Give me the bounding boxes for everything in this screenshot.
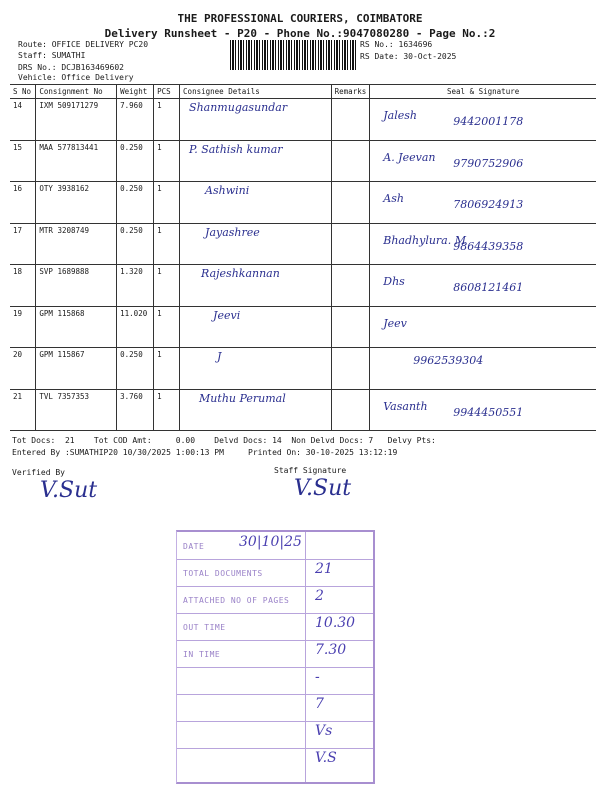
serial-number: 20 (10, 348, 36, 390)
stamp-value: Vs (315, 723, 333, 739)
table-row (10, 99, 596, 141)
weight: 0.250 (117, 140, 154, 182)
phone-handwriting: 9790752906 (453, 156, 524, 170)
pieces: 1 (154, 140, 180, 182)
stamp-row (177, 748, 373, 775)
table-row (10, 182, 596, 224)
table-row (10, 223, 596, 265)
pieces: 1 (154, 389, 180, 431)
consignee-handwriting: Ashwini (205, 184, 250, 197)
weight: 11.020 (117, 306, 154, 348)
col-header: PCS (154, 85, 180, 99)
weight: 0.250 (117, 348, 154, 390)
signature-handwriting: A. Jeevan (383, 150, 436, 164)
phone-handwriting: 9944450551 (453, 405, 524, 419)
pieces: 1 (154, 306, 180, 348)
consignee-details (180, 389, 332, 431)
col-header: Weight (117, 85, 154, 99)
verified-signature: V.Sut (40, 478, 98, 503)
barcode (230, 40, 356, 70)
totals-line: Tot Docs: 21 Tot COD Amt: 0.00 Delvd Docs: 14 Non Delvd Docs: 7 Delvy Pts: (12, 436, 436, 445)
remarks (331, 182, 370, 224)
staff: Staff: SUMATHI (18, 51, 86, 60)
seal-signature (370, 99, 596, 141)
stamp-label: TOTAL DOCUMENTS (183, 569, 263, 578)
remarks (331, 265, 370, 307)
stamp-row (177, 721, 373, 749)
serial-number: 21 (10, 389, 36, 431)
consignee-details (180, 265, 332, 307)
stamp-row (177, 613, 373, 641)
signature-handwriting: Bhadhylura. M (383, 233, 466, 247)
stamp-row (177, 667, 373, 695)
stamp-label: DATE (183, 542, 205, 551)
phone-handwriting: 7806924913 (453, 198, 524, 211)
seal-signature (370, 389, 596, 431)
rs-date: RS Date: 30-Oct-2025 (360, 52, 457, 61)
consignment-number: IXM 509171279 (36, 99, 117, 141)
consignee-details (180, 140, 332, 182)
entered-by-line: Entered By :SUMATHIP20 10/30/2025 1:00:13 PM Printed On: 30-10-2025 13:12:19 (12, 448, 398, 457)
stamp-value: 7.30 (315, 642, 347, 658)
consignment-number: OTY 3938162 (36, 182, 117, 224)
table-row (10, 140, 596, 182)
stamp-label: ATTACHED NO OF PAGES (183, 596, 290, 605)
serial-number: 17 (10, 223, 36, 265)
consignee-handwriting: Muthu Perumal (199, 391, 286, 405)
stamp-label: IN TIME (183, 650, 221, 659)
seal-signature (370, 348, 596, 390)
consignee-handwriting: Shanmugasundar (189, 101, 288, 114)
seal-signature (370, 140, 596, 182)
weight: 7.960 (117, 99, 154, 141)
staff-signature-label: Staff Signature (274, 466, 347, 475)
consignee-handwriting: J (217, 350, 222, 363)
consignee-details (180, 348, 332, 390)
phone-handwriting: 8608121461 (453, 281, 524, 294)
table-row (10, 265, 596, 307)
consignee-details (180, 223, 332, 265)
pieces: 1 (154, 348, 180, 390)
stamp-row (177, 559, 373, 587)
weight: 1.320 (117, 265, 154, 307)
consignment-number: MTR 3208749 (36, 223, 117, 265)
stamp-value: 7 (315, 696, 324, 712)
serial-number: 16 (10, 182, 36, 224)
weight: 3.760 (117, 389, 154, 431)
signature-handwriting: Jeev (383, 316, 407, 330)
consignee-details (180, 182, 332, 224)
consignee-handwriting: Jeevi (213, 308, 241, 322)
delivery-stamp (176, 530, 375, 784)
drs-number: DRS No.: DCJB163469602 (18, 63, 124, 72)
stamp-value: - (315, 669, 320, 685)
pieces: 1 (154, 99, 180, 141)
pieces: 1 (154, 182, 180, 224)
weight: 0.250 (117, 182, 154, 224)
consignment-number: GPM 115867 (36, 348, 117, 390)
remarks (331, 348, 370, 390)
col-header: Consignment No (36, 85, 117, 99)
stamp-row (177, 694, 373, 722)
consignment-number: TVL 7357353 (36, 389, 117, 431)
stamp-value: 30|10|25 (239, 534, 302, 550)
seal-signature (370, 306, 596, 348)
pieces: 1 (154, 265, 180, 307)
stamp-row (177, 586, 373, 614)
signature-handwriting: Jalesh (383, 109, 417, 122)
col-header: Seal & Signature (447, 87, 520, 96)
phone-handwriting: 9442001178 (453, 115, 524, 128)
remarks (331, 140, 370, 182)
remarks (331, 223, 370, 265)
remarks (331, 99, 370, 141)
stamp-label: OUT TIME (183, 623, 226, 632)
stamp-value: 10.30 (315, 615, 356, 631)
consignee-handwriting: Jayashree (205, 225, 260, 239)
stamp-row (177, 640, 373, 668)
vehicle: Vehicle: Office Delivery (18, 73, 134, 82)
consignee-handwriting: Rajeshkannan (201, 267, 280, 280)
seal-signature (370, 182, 596, 224)
table-row (10, 306, 596, 348)
consignee-details (180, 306, 332, 348)
col-header: S No (10, 85, 36, 99)
seal-signature (370, 265, 596, 307)
remarks (331, 389, 370, 431)
phone-handwriting: 9962539304 (413, 354, 484, 367)
consignee-details (180, 99, 332, 141)
runsheet-subtitle: Delivery Runsheet - P20 - Phone No.:9047080280 - Page No.:2 (104, 27, 496, 40)
table-row (10, 348, 596, 390)
remarks (331, 306, 370, 348)
seal-signature (370, 223, 596, 265)
verified-by-label: Verified By (12, 468, 65, 477)
serial-number: 19 (10, 306, 36, 348)
signature-handwriting: Vasanth (383, 399, 428, 413)
runsheet-table (10, 84, 596, 431)
serial-number: 15 (10, 140, 36, 182)
weight: 0.250 (117, 223, 154, 265)
serial-number: 18 (10, 265, 36, 307)
consignee-handwriting: P. Sathish kumar (189, 142, 283, 156)
staff-signature: V.Sut (294, 476, 352, 501)
consignment-number: SVP 1689888 (36, 265, 117, 307)
stamp-value: 21 (315, 561, 333, 577)
table-row (10, 389, 596, 431)
stamp-value: V.S (315, 750, 337, 766)
serial-number: 14 (10, 99, 36, 141)
signature-handwriting: Dhs (383, 275, 405, 288)
phone-handwriting: 9864439358 (453, 239, 524, 253)
stamp-row (177, 532, 373, 560)
company-title: THE PROFESSIONAL COURIERS, COIMBATORE (177, 12, 423, 25)
col-header: Remarks (331, 85, 370, 99)
col-header: Consignee Details (180, 85, 332, 99)
consignment-number: GPM 115868 (36, 306, 117, 348)
rs-number: RS No.: 1634696 (360, 40, 433, 49)
route: Route: OFFICE DELIVERY PC20 (18, 40, 149, 49)
stamp-value: 2 (315, 588, 324, 604)
pieces: 1 (154, 223, 180, 265)
consignment-number: MAA 577813441 (36, 140, 117, 182)
signature-handwriting: Ash (383, 192, 404, 205)
